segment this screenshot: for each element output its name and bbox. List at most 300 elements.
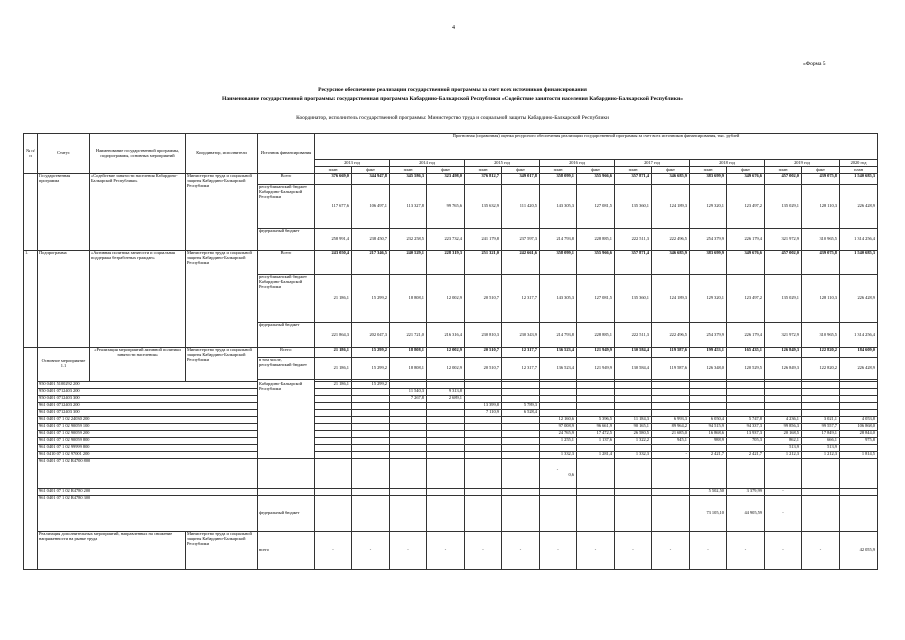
- value-cell: 222 496,5: [652, 323, 690, 348]
- value-cell: [577, 444, 615, 451]
- value-cell: [540, 409, 577, 416]
- row-coordinator: Министерство труда и социальной защиты Кабардино-Балкарской Республики: [186, 531, 258, 569]
- value-cell: [390, 381, 427, 388]
- value-cell: [427, 416, 465, 423]
- value-cell: [390, 444, 427, 451]
- value-cell: 13 399,8: [465, 402, 502, 409]
- year-header: 2017 год: [615, 160, 690, 167]
- value-cell: [427, 402, 465, 409]
- value-cell: 44 905,59: [727, 495, 765, 531]
- value-cell: [502, 444, 540, 451]
- value-cell: 122 820,2: [802, 348, 840, 358]
- value-cell: 216 316,4: [427, 323, 465, 348]
- budget-code: 961 0401 07 1 02 90059 800: [38, 437, 258, 444]
- value-text: 0,6: [568, 472, 574, 478]
- value-cell: 223 732,4: [427, 229, 465, 251]
- planfact-header: план: [690, 167, 727, 174]
- value-cell: [840, 381, 878, 388]
- year-header: 2019 год: [765, 160, 840, 167]
- value-cell: 217 346,5: [352, 251, 390, 275]
- om-total-row: [24, 348, 878, 358]
- value-cell: [577, 395, 615, 402]
- value-cell: [840, 444, 878, 451]
- value-cell: [540, 381, 577, 388]
- value-cell: 1 212,3: [802, 451, 840, 458]
- code-row: [24, 495, 878, 531]
- value-cell: 228 885,1: [577, 229, 615, 251]
- program-name: Наименование государственной программы: государственная программа Кабардино-Балкарской Республики «Содействие занятости населения Кабардино-Балкарской Республики»: [222, 96, 683, 102]
- value-cell: 21 186,1: [315, 381, 352, 388]
- value-cell: -: [765, 531, 802, 569]
- value-cell: 130 584,4: [615, 358, 652, 380]
- value-cell: 12 317,7: [502, 275, 540, 323]
- value-cell: 3 021,1: [802, 416, 840, 423]
- resource-table: [23, 133, 878, 570]
- value-cell: 5 789,3: [502, 402, 540, 409]
- value-cell: 5 396,5: [577, 416, 615, 423]
- value-cell: 123 497,2: [727, 275, 765, 323]
- planfact-header: план: [390, 167, 427, 174]
- row-status: Государственная программа: [38, 174, 90, 251]
- value-cell: [465, 437, 502, 444]
- source-label: федеральный бюджет: [258, 229, 315, 251]
- value-cell: [315, 451, 352, 458]
- planfact-header: план: [540, 167, 577, 174]
- value-cell: 130 584,4: [615, 348, 652, 358]
- value-cell: [540, 495, 577, 531]
- value-cell: 862,1: [765, 437, 802, 444]
- value-cell: [352, 437, 390, 444]
- value-cell: -: [727, 531, 765, 569]
- value-cell: 106 868,0: [840, 423, 878, 430]
- value-cell: -: [390, 531, 427, 569]
- code-row: [24, 381, 878, 388]
- code-row: [24, 430, 878, 437]
- value-cell: [315, 416, 352, 423]
- planfact-header: план: [315, 167, 352, 174]
- value-cell: [840, 488, 878, 495]
- value-cell: [502, 488, 540, 495]
- value-cell: 1 137,6: [577, 437, 615, 444]
- value-cell: 357 871,4: [615, 174, 652, 185]
- planfact-header: факт: [577, 167, 615, 174]
- value-cell: [427, 495, 465, 531]
- value-cell: 18 808,1: [390, 348, 427, 358]
- value-cell: [802, 458, 840, 488]
- budget-code: 961 0401 0712403 200: [38, 402, 258, 409]
- planfact-header: факт: [652, 167, 690, 174]
- source-label: [258, 488, 315, 495]
- source-label: республиканский бюджет Кабардино-Балкарской Республики: [258, 275, 315, 323]
- value-cell: 2 421,7: [727, 451, 765, 458]
- value-cell: 99 557,7: [802, 423, 840, 430]
- value-cell: 6 050,4: [690, 416, 727, 423]
- value-cell: 122 820,2: [802, 358, 840, 380]
- value-cell: [352, 458, 390, 488]
- value-cell: 237 597,3: [502, 229, 540, 251]
- value-cell: 121 949,9: [577, 358, 615, 380]
- value-cell: [315, 388, 352, 395]
- year-header: 2018 год: [690, 160, 765, 167]
- value-cell: [577, 388, 615, 395]
- value-cell: [427, 409, 465, 416]
- value-cell: [802, 388, 840, 395]
- value-cell: [652, 458, 690, 488]
- value-cell: 127 081,5: [577, 185, 615, 229]
- value-cell: 15 299,2: [352, 381, 390, 388]
- value-cell: 120 529,5: [727, 358, 765, 380]
- value-cell: 111 420,5: [502, 185, 540, 229]
- value-cell: [465, 451, 502, 458]
- value-cell: [352, 488, 390, 495]
- value-cell: [727, 395, 765, 402]
- year-header: 2013 год: [315, 160, 390, 167]
- value-cell: [465, 395, 502, 402]
- value-cell: 705,3: [727, 437, 765, 444]
- value-cell: [315, 402, 352, 409]
- value-cell: 94 515,9: [690, 423, 727, 430]
- value-cell: [315, 423, 352, 430]
- value-cell: 94 337,3: [727, 423, 765, 430]
- value-cell: 12 002,9: [427, 358, 465, 380]
- value-cell: -: [540, 531, 577, 569]
- coordinator-line: Координатор, исполнитель государственной программы: Министерство труда и социальной защиты Кабардино-Балкарской Республики: [296, 115, 609, 121]
- value-cell: [502, 430, 540, 437]
- value-cell: 226 428,9: [840, 185, 878, 229]
- value-cell: [502, 495, 540, 531]
- value-cell: 344 947,8: [352, 174, 390, 185]
- value-cell: [390, 409, 427, 416]
- value-cell: 240 529,1: [390, 251, 427, 275]
- value-cell: 113 327,8: [390, 185, 427, 229]
- value-cell: 119 587,6: [652, 348, 690, 358]
- value-cell: 1 314 256,4: [840, 323, 878, 348]
- value-cell: [727, 458, 765, 488]
- value-cell: 228 885,1: [577, 323, 615, 348]
- value-cell: -: [577, 531, 615, 569]
- source-label: в том числе, республиканский бюджет: [258, 358, 315, 380]
- value-cell: 135 632,9: [465, 185, 502, 229]
- value-cell: -: [652, 451, 690, 458]
- value-cell: [765, 409, 802, 416]
- value-cell: 1 814,5: [840, 451, 878, 458]
- value-cell: [690, 402, 727, 409]
- value-cell: [840, 458, 878, 488]
- budget-code: 961 0401 07 1 02 R4700 800: [38, 458, 258, 488]
- value-cell: 1 332,3: [540, 451, 577, 458]
- value-cell: 90 165,1: [615, 423, 652, 430]
- form-label: «Форма 5: [803, 61, 826, 67]
- value-cell: 349 676,6: [727, 174, 765, 185]
- value-cell: 241 179,8: [465, 229, 502, 251]
- value-cell: [652, 444, 690, 451]
- value-cell: 12 317,7: [502, 348, 540, 358]
- value-cell: [802, 488, 840, 495]
- value-cell: [690, 458, 727, 488]
- value-cell: 7 267,8: [390, 395, 427, 402]
- planfact-header: план: [615, 167, 652, 174]
- value-cell: [502, 416, 540, 423]
- value-cell: [465, 444, 502, 451]
- value-cell: 2 689,1: [427, 395, 465, 402]
- value-cell: [765, 388, 802, 395]
- value-cell: 17 849,1: [802, 430, 840, 437]
- value-cell: 251 321,0: [465, 251, 502, 275]
- value-cell: 135 029,1: [765, 275, 802, 323]
- value-cell: [502, 451, 540, 458]
- value-cell: 321 972,9: [765, 229, 802, 251]
- source-label: Всего:: [258, 348, 315, 358]
- value-cell: [315, 458, 352, 488]
- value-cell: 513,9: [765, 444, 802, 451]
- value-cell: [615, 409, 652, 416]
- value-cell: [352, 388, 390, 395]
- value-cell: 13 937,3: [727, 430, 765, 437]
- value-cell: [390, 423, 427, 430]
- value-cell: [465, 430, 502, 437]
- code-row: [24, 444, 878, 451]
- value-cell: 988,9: [690, 437, 727, 444]
- value-cell: [502, 388, 540, 395]
- value-cell: 18 808,1: [390, 358, 427, 380]
- value-cell: [652, 409, 690, 416]
- value-cell: 214 793,8: [540, 323, 577, 348]
- value-cell: [427, 488, 465, 495]
- value-cell: [577, 495, 615, 531]
- value-cell: [427, 381, 465, 388]
- budget-code: 950 0401 0712403 300: [38, 395, 258, 402]
- value-cell: [652, 488, 690, 495]
- value-cell: [315, 495, 352, 531]
- value-cell: [577, 488, 615, 495]
- value-cell: 73 105,10: [690, 495, 727, 531]
- value-cell: [427, 430, 465, 437]
- value-cell: 238 450,7: [352, 229, 390, 251]
- value-cell: [315, 395, 352, 402]
- value-cell: [690, 409, 727, 416]
- code-row: [24, 416, 878, 423]
- value-cell: 439 075,8: [802, 251, 840, 275]
- value-cell: [802, 402, 840, 409]
- value-cell: 20 510,7: [465, 275, 502, 323]
- value-cell: [502, 381, 540, 388]
- value-cell: [390, 437, 427, 444]
- value-cell: [315, 409, 352, 416]
- row-status: Подпрограмма: [38, 251, 90, 348]
- value-cell: [615, 381, 652, 388]
- value-cell: [840, 395, 878, 402]
- value-cell: 11 184,3: [615, 416, 652, 423]
- value-cell: 106 497,1: [352, 185, 390, 229]
- value-cell: [540, 444, 577, 451]
- value-cell: [690, 395, 727, 402]
- value-cell: [727, 444, 765, 451]
- value-cell: [840, 495, 878, 531]
- value-cell: [352, 416, 390, 423]
- value-cell: 1 332,3: [615, 451, 652, 458]
- value-cell: [465, 488, 502, 495]
- value-cell: [840, 409, 878, 416]
- value-cell: 128 110,3: [802, 275, 840, 323]
- value-cell: [540, 402, 577, 409]
- value-cell: [577, 458, 615, 488]
- value-cell: [615, 395, 652, 402]
- row-status: Основное мероприятие 1.1: [38, 348, 90, 382]
- value-cell: 18 808,1: [390, 275, 427, 323]
- value-cell: 310 965,5: [802, 229, 840, 251]
- value-cell: [352, 451, 390, 458]
- value-cell: [690, 388, 727, 395]
- budget-code: 961 0401 07 1 02 24030 200: [38, 416, 258, 423]
- code-row: [24, 423, 878, 430]
- value-cell: [615, 458, 652, 488]
- value-cell: 230 343,9: [502, 323, 540, 348]
- value-cell: 355 966,6: [577, 251, 615, 275]
- value-cell: [465, 495, 502, 531]
- value-cell: 346 685,9: [652, 174, 690, 185]
- value-cell: 21 186,1: [315, 358, 352, 380]
- planfact-header: факт: [427, 167, 465, 174]
- value-cell: 222 496,5: [652, 229, 690, 251]
- year-header: 2014 год: [390, 160, 465, 167]
- value-dash: -: [556, 467, 559, 473]
- value-cell: 439 075,8: [802, 174, 840, 185]
- extra-row: [24, 531, 878, 569]
- value-cell: 96 661,9: [577, 423, 615, 430]
- source-label: Кабардино-Балкарской Республики: [258, 381, 315, 458]
- value-cell: 24 765,9: [540, 430, 577, 437]
- value-cell: -: [315, 531, 352, 569]
- budget-code: 961 0401 07 1 02 99999 800: [38, 444, 258, 451]
- value-cell: [427, 444, 465, 451]
- value-cell: 11 540,3: [390, 388, 427, 395]
- value-cell: 226 179,4: [727, 229, 765, 251]
- value-cell: [315, 430, 352, 437]
- value-cell: 358 099,1: [540, 174, 577, 185]
- budget-code: 950 0401 5100292 200: [38, 381, 258, 388]
- value-cell: 7 110,9: [465, 409, 502, 416]
- value-cell: 346 685,9: [652, 251, 690, 275]
- row-number: 1.: [24, 251, 38, 348]
- header-name: Наименование государственной программы, подпрограммы, основных мероприятий: [90, 134, 186, 174]
- value-cell: 1 212,3: [765, 451, 802, 458]
- value-cell: 4 236,1: [765, 416, 802, 423]
- budget-code: 950 0401 0712403 200: [38, 388, 258, 395]
- value-cell: [577, 402, 615, 409]
- value-cell: 222 511,3: [615, 323, 652, 348]
- value-cell: -: [765, 495, 802, 531]
- value-cell: 349 676,6: [727, 251, 765, 275]
- value-cell: [577, 409, 615, 416]
- page-number: 4: [452, 25, 455, 31]
- value-cell: [352, 395, 390, 402]
- value-cell: [652, 395, 690, 402]
- value-cell: 666,1: [802, 437, 840, 444]
- value-cell: 12 002,9: [427, 275, 465, 323]
- row-name: «Содействие занятости населения Кабардино-Балкарской Республики»: [90, 174, 186, 251]
- value-cell: -: [802, 531, 840, 569]
- value-cell: 97 008,9: [540, 423, 577, 430]
- value-cell: [615, 488, 652, 495]
- header-num: № п/п: [24, 134, 38, 174]
- budget-code: 961 0401 07 1 02 R4780 300: [38, 495, 258, 531]
- value-cell: [315, 437, 352, 444]
- value-cell: -: [352, 531, 390, 569]
- value-cell: 136 523,4: [540, 348, 577, 358]
- document-title: Ресурсное обеспечение реализации государственной программы за счет всех источников финансирования: [318, 87, 587, 93]
- code-row: [24, 458, 878, 488]
- value-cell: 21 186,1: [315, 348, 352, 358]
- value-cell: 20 510,7: [465, 348, 502, 358]
- value-cell: [727, 402, 765, 409]
- value-cell: 117 677,6: [315, 185, 352, 229]
- value-cell: [390, 451, 427, 458]
- value-cell: [390, 488, 427, 495]
- value-cell: [502, 458, 540, 488]
- value-cell: 126 849,3: [765, 348, 802, 358]
- row-number: [24, 348, 38, 570]
- value-cell: 383 699,9: [690, 174, 727, 185]
- value-cell: 143 305,3: [540, 275, 577, 323]
- value-cell: 21 685,0: [652, 430, 690, 437]
- value-cell: [765, 395, 802, 402]
- value-cell: [802, 395, 840, 402]
- value-cell: 376 812,7: [465, 174, 502, 185]
- value-cell: [427, 423, 465, 430]
- budget-code: 961 0401 07 1 02 90059 100: [38, 423, 258, 430]
- value-cell: [615, 444, 652, 451]
- planfact-header: факт: [802, 167, 840, 174]
- value-cell: 945,1: [652, 437, 690, 444]
- value-cell: 6 993,3: [652, 416, 690, 423]
- value-cell: [577, 381, 615, 388]
- value-cell: 254 379,9: [690, 229, 727, 251]
- value-cell: 1 255,1: [540, 437, 577, 444]
- planfact-header: план: [840, 167, 878, 174]
- value-cell: 15 299,2: [352, 358, 390, 380]
- value-cell: 4 053,8: [840, 416, 878, 423]
- value-cell: [502, 423, 540, 430]
- value-cell: 129 320,1: [690, 185, 727, 229]
- sp-total-row: [24, 251, 878, 275]
- value-cell: 89 964,2: [652, 423, 690, 430]
- value-cell: 228 319,3: [427, 251, 465, 275]
- value-cell: 1 540 685,3: [840, 174, 878, 185]
- value-cell: [652, 388, 690, 395]
- value-cell: 310 965,5: [802, 323, 840, 348]
- value-cell: 12 002,9: [427, 348, 465, 358]
- value-cell: [727, 381, 765, 388]
- budget-code: 961 0401 07 1 02 90059 200: [38, 430, 258, 437]
- value-cell: 99 765,6: [427, 185, 465, 229]
- value-cell: [840, 402, 878, 409]
- value-cell: 12 317,7: [502, 358, 540, 380]
- value-cell: -: [502, 531, 540, 569]
- header-coordinator: Координатор, исполнители: [186, 134, 258, 174]
- value-cell: 42 055,9: [840, 531, 878, 569]
- value-cell: [652, 381, 690, 388]
- value-cell: -: [427, 531, 465, 569]
- year-header: 2020 год: [840, 160, 878, 167]
- value-cell: [465, 423, 502, 430]
- value-cell: 226 179,4: [727, 323, 765, 348]
- value-cell: 349 017,8: [502, 174, 540, 185]
- gp-total-row: [24, 174, 878, 185]
- value-cell: [540, 395, 577, 402]
- value-cell: -: [765, 488, 802, 495]
- value-cell: 126 348,0: [690, 358, 727, 380]
- value-cell: [390, 430, 427, 437]
